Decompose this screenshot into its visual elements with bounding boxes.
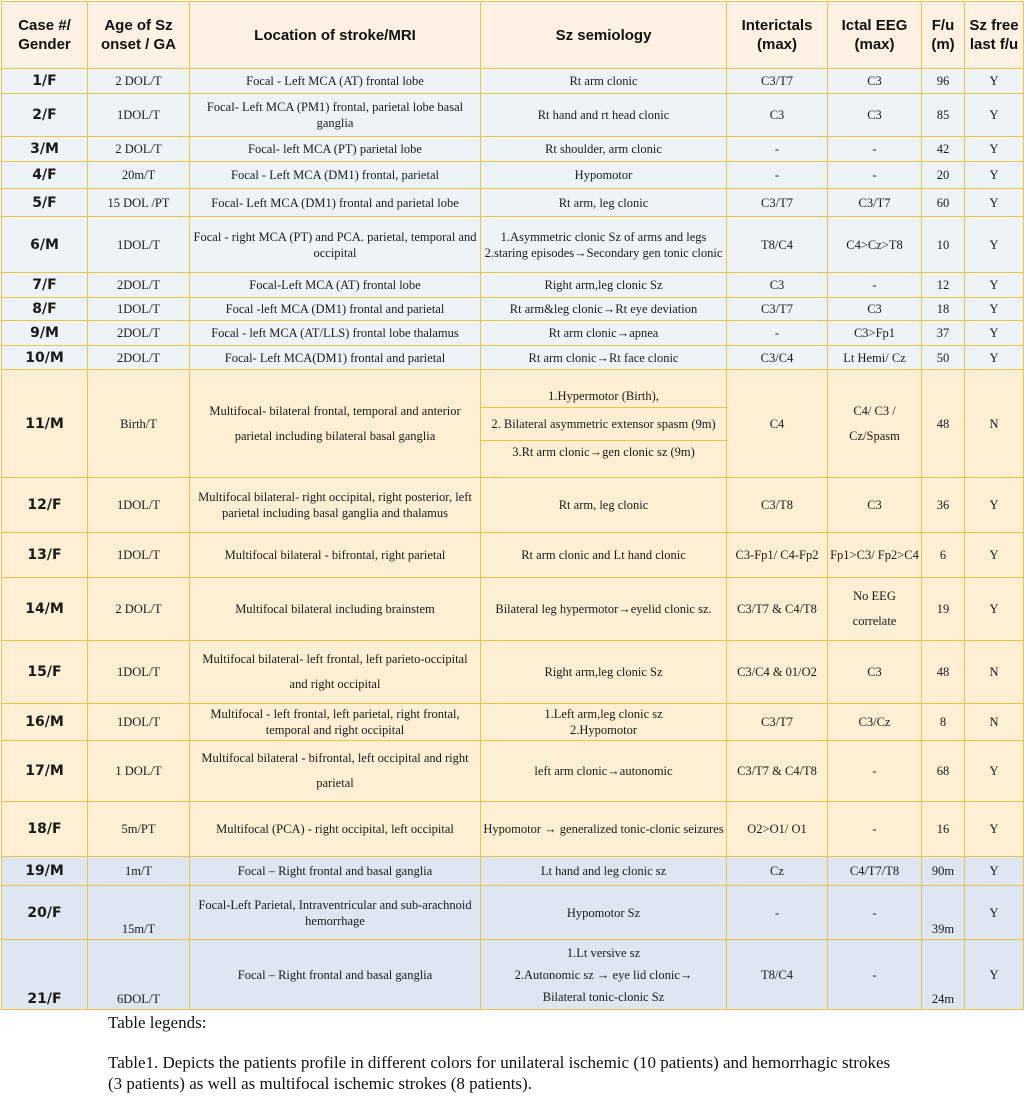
semiology-cell bbox=[481, 857, 727, 886]
semiology-line: 2. Bilateral asymmetric extensor spasm (9m) bbox=[481, 407, 727, 440]
age-onset-cell: 2 DOL/T bbox=[88, 578, 190, 641]
semiology-line: Rt hand and rt head clonic bbox=[537, 108, 670, 122]
interictals-cell: - bbox=[727, 137, 828, 162]
header-semiology: Sz semiology bbox=[481, 2, 727, 69]
followup-cell: 20 bbox=[922, 162, 965, 189]
header-age-onset: Age of Sz onset / GA bbox=[88, 2, 190, 69]
interictals-cell: T8/C4 bbox=[727, 217, 828, 273]
semiology-cell bbox=[481, 641, 727, 704]
ictal-eeg-cell: C3 bbox=[828, 94, 922, 137]
header-sz-free: Sz free last f/u bbox=[965, 2, 1024, 69]
table-row bbox=[2, 478, 1024, 533]
semiology-line: Bilateral tonic-clonic Sz bbox=[542, 989, 665, 1004]
table-row bbox=[2, 162, 1024, 189]
interictals-cell: C3/T7 & C4/T8 bbox=[727, 741, 828, 802]
semiology-line: 1.Left arm,leg clonic sz bbox=[544, 707, 663, 721]
interictals-cell: C3/C4 bbox=[727, 346, 828, 370]
sz-free-cell: Y bbox=[965, 533, 1024, 578]
semiology-line: Hypomotor bbox=[574, 168, 633, 182]
sz-free-cell: Y bbox=[965, 940, 1024, 1010]
age-onset-cell: 20m/T bbox=[88, 162, 190, 189]
semiology-cell bbox=[481, 273, 727, 298]
sz-free-cell: Y bbox=[965, 69, 1024, 94]
ictal-eeg-cell: C3 bbox=[828, 478, 922, 533]
location-cell: Focal-Left Parietal, Intraventricular and sub-arachnoid hemorrhage bbox=[190, 886, 481, 940]
case-cell: 1/F bbox=[2, 69, 88, 94]
location-cell: Multifocal - left frontal, left parietal, right frontal, temporal and right occipital bbox=[190, 704, 481, 741]
ictal-eeg-cell: C3 bbox=[828, 69, 922, 94]
location-cell: Focal – Right frontal and basal ganglia bbox=[190, 940, 481, 1010]
location-cell: Focal- Left MCA (DM1) frontal and parietal lobe bbox=[190, 189, 481, 217]
sz-free-cell: Y bbox=[965, 94, 1024, 137]
sz-free-cell: Y bbox=[965, 298, 1024, 321]
semiology-line: 1.Hypermotor (Birth), bbox=[548, 388, 659, 403]
case-cell: 19/M bbox=[2, 857, 88, 886]
case-cell: 12/F bbox=[2, 478, 88, 533]
sz-free-cell: Y bbox=[965, 321, 1024, 346]
semiology-line: Rt arm, leg clonic bbox=[558, 195, 649, 210]
semiology-cell bbox=[481, 321, 727, 346]
interictals-cell: C3-Fp1/ C4-Fp2 bbox=[727, 533, 828, 578]
interictals-cell: C3/T7 bbox=[727, 189, 828, 217]
age-onset-cell: 1m/T bbox=[88, 857, 190, 886]
interictals-cell: C3/T7 bbox=[727, 69, 828, 94]
followup-cell: 16 bbox=[922, 802, 965, 857]
location-cell: Focal- Left MCA (PM1) frontal, parietal lobe basal ganglia bbox=[190, 94, 481, 137]
followup-cell: 19 bbox=[922, 578, 965, 641]
ictal-eeg-cell: C4/ C3 / Cz/Spasm bbox=[828, 370, 922, 478]
sz-free-cell: N bbox=[965, 370, 1024, 478]
age-onset-cell: 2 DOL/T bbox=[88, 137, 190, 162]
location-cell: Focal - left MCA (AT/LLS) frontal lobe thalamus bbox=[190, 321, 481, 346]
location-cell: Focal-Left MCA (AT) frontal lobe bbox=[190, 273, 481, 298]
semiology-cell bbox=[481, 704, 727, 741]
semiology-line: Rt arm clonic→apnea bbox=[548, 326, 659, 340]
sz-free-cell: N bbox=[965, 704, 1024, 741]
sz-free-cell: Y bbox=[965, 137, 1024, 162]
age-onset-cell: 1 DOL/T bbox=[88, 741, 190, 802]
header-location: Location of stroke/MRI bbox=[190, 2, 481, 69]
followup-cell: 50 bbox=[922, 346, 965, 370]
ictal-eeg-cell: - bbox=[828, 273, 922, 298]
table-row bbox=[2, 321, 1024, 346]
semiology-line: Rt arm clonic→Rt face clonic bbox=[528, 350, 679, 365]
table-row bbox=[2, 578, 1024, 641]
followup-cell: 96 bbox=[922, 69, 965, 94]
semiology-cell bbox=[481, 189, 727, 217]
location-cell: Focal - Left MCA (DM1) frontal, parietal bbox=[190, 162, 481, 189]
followup-cell: 42 bbox=[922, 137, 965, 162]
table-row bbox=[2, 69, 1024, 94]
semiology-cell bbox=[481, 137, 727, 162]
interictals-cell: C3/T7 bbox=[727, 704, 828, 741]
semiology-line: Hypomotor Sz bbox=[566, 905, 641, 920]
case-cell: 4/F bbox=[2, 162, 88, 189]
table-row bbox=[2, 857, 1024, 886]
age-onset-cell: 1DOL/T bbox=[88, 217, 190, 273]
ictal-eeg-cell: - bbox=[828, 137, 922, 162]
table-row bbox=[2, 217, 1024, 273]
table-body bbox=[2, 69, 1024, 1010]
location-cell: Multifocal (PCA) - right occipital, left occipital bbox=[190, 802, 481, 857]
semiology-cell bbox=[481, 69, 727, 94]
interictals-cell: C3/T7 bbox=[727, 298, 828, 321]
sz-free-cell: Y bbox=[965, 886, 1024, 940]
table-row bbox=[2, 886, 1024, 940]
ictal-eeg-cell: C3/T7 bbox=[828, 189, 922, 217]
ictal-eeg-cell: - bbox=[828, 162, 922, 189]
case-cell: 8/F bbox=[2, 298, 88, 321]
interictals-cell: Cz bbox=[727, 857, 828, 886]
table-row bbox=[2, 137, 1024, 162]
semiology-line: Rt arm clonic bbox=[569, 74, 638, 88]
location-cell: Multifocal bilateral- right occipital, right posterior, left parietal including basal ganglia and thalamus bbox=[190, 478, 481, 533]
ictal-eeg-cell: C3>Fp1 bbox=[828, 321, 922, 346]
header-ictal-eeg: Ictal EEG (max) bbox=[828, 2, 922, 69]
table-row bbox=[2, 273, 1024, 298]
sz-free-cell: Y bbox=[965, 857, 1024, 886]
interictals-cell: - bbox=[727, 162, 828, 189]
sz-free-cell: Y bbox=[965, 478, 1024, 533]
followup-cell: 39m bbox=[922, 886, 965, 940]
sz-free-cell: Y bbox=[965, 802, 1024, 857]
age-onset-cell: 6DOL/T bbox=[88, 940, 190, 1010]
semiology-cell bbox=[481, 94, 727, 137]
semiology-cell bbox=[481, 298, 727, 321]
semiology-line: Lt hand and leg clonic sz bbox=[540, 864, 667, 878]
followup-cell: 10 bbox=[922, 217, 965, 273]
ictal-eeg-cell: - bbox=[828, 802, 922, 857]
age-onset-cell: Birth/T bbox=[88, 370, 190, 478]
header-case-gender: Case #/ Gender bbox=[2, 2, 88, 69]
interictals-cell: C3/T8 bbox=[727, 478, 828, 533]
location-cell: Multifocal- bilateral frontal, temporal and anterior parietal including bilateral basal ganglia bbox=[190, 370, 481, 478]
semiology-line: 1.Asymmetric clonic Sz of arms and legs bbox=[500, 229, 707, 244]
followup-cell: 6 bbox=[922, 533, 965, 578]
location-cell: Focal -left MCA (DM1) frontal and parietal bbox=[190, 298, 481, 321]
sz-free-cell: Y bbox=[965, 162, 1024, 189]
case-cell: 5/F bbox=[2, 189, 88, 217]
location-cell: Focal - right MCA (PT) and PCA. parietal, temporal and occipital bbox=[190, 217, 481, 273]
case-cell: 16/M bbox=[2, 704, 88, 741]
semiology-line: Rt shoulder, arm clonic bbox=[545, 142, 662, 156]
followup-cell: 24m bbox=[922, 940, 965, 1010]
table-row bbox=[2, 94, 1024, 137]
semiology-line: 3.Rt arm clonic→gen clonic sz (9m) bbox=[481, 440, 727, 463]
table-row bbox=[2, 189, 1024, 217]
semiology-line: Right arm,leg clonic Sz bbox=[544, 665, 663, 679]
interictals-cell: - bbox=[727, 321, 828, 346]
age-onset-cell: 2DOL/T bbox=[88, 321, 190, 346]
followup-cell: 18 bbox=[922, 298, 965, 321]
case-cell: 11/M bbox=[2, 370, 88, 478]
ictal-eeg-cell: - bbox=[828, 741, 922, 802]
semiology-line: 2.Autonomic sz → eye lid clonic→ bbox=[514, 967, 693, 982]
interictals-cell: C3/T7 & C4/T8 bbox=[727, 578, 828, 641]
case-cell: 17/M bbox=[2, 741, 88, 802]
case-cell: 18/F bbox=[2, 802, 88, 857]
case-cell: 21/F bbox=[2, 940, 88, 1010]
case-cell: 2/F bbox=[2, 94, 88, 137]
ictal-eeg-cell: - bbox=[828, 886, 922, 940]
header-followup: F/u (m) bbox=[922, 2, 965, 69]
followup-cell: 85 bbox=[922, 94, 965, 137]
semiology-cell bbox=[481, 802, 727, 857]
interictals-cell: O2>O1/ O1 bbox=[727, 802, 828, 857]
semiology-cell bbox=[481, 578, 727, 641]
followup-cell: 48 bbox=[922, 370, 965, 478]
semiology-cell bbox=[481, 478, 727, 533]
case-cell: 3/M bbox=[2, 137, 88, 162]
age-onset-cell: 2DOL/T bbox=[88, 273, 190, 298]
interictals-cell: - bbox=[727, 886, 828, 940]
table-row bbox=[2, 741, 1024, 802]
case-cell: 14/M bbox=[2, 578, 88, 641]
age-onset-cell: 1DOL/T bbox=[88, 298, 190, 321]
semiology-cell bbox=[481, 886, 727, 940]
age-onset-cell: 2DOL/T bbox=[88, 346, 190, 370]
semiology-line: left arm clonic→autonomic bbox=[534, 764, 673, 778]
ictal-eeg-cell: Fp1>C3/ Fp2>C4 bbox=[828, 533, 922, 578]
age-onset-cell: 2 DOL/T bbox=[88, 69, 190, 94]
header-interictals: Interictals (max) bbox=[727, 2, 828, 69]
case-cell: 9/M bbox=[2, 321, 88, 346]
semiology-line: Bilateral leg hypermotor→eyelid clonic sz. bbox=[495, 602, 712, 616]
semiology-line: Right arm,leg clonic Sz bbox=[544, 278, 663, 292]
location-cell: Focal - Left MCA (AT) frontal lobe bbox=[190, 69, 481, 94]
location-cell: Multifocal bilateral - bifrontal, right parietal bbox=[190, 533, 481, 578]
case-cell: 7/F bbox=[2, 273, 88, 298]
age-onset-cell: 1DOL/T bbox=[88, 704, 190, 741]
sz-free-cell: Y bbox=[965, 346, 1024, 370]
table-row bbox=[2, 346, 1024, 370]
followup-cell: 48 bbox=[922, 641, 965, 704]
semiology-line: Rt arm clonic and Lt hand clonic bbox=[521, 548, 686, 562]
semiology-line: Rt arm&leg clonic→Rt eye deviation bbox=[509, 302, 698, 316]
patient-profile-table bbox=[1, 1, 1024, 1010]
followup-cell: 60 bbox=[922, 189, 965, 217]
semiology-cell bbox=[481, 940, 727, 1010]
location-cell: Focal- left MCA (PT) parietal lobe bbox=[190, 137, 481, 162]
ictal-eeg-cell: Lt Hemi/ Cz bbox=[828, 346, 922, 370]
semiology-cell bbox=[481, 217, 727, 273]
age-onset-cell: 15m/T bbox=[88, 886, 190, 940]
age-onset-cell: 1DOL/T bbox=[88, 94, 190, 137]
header-row bbox=[2, 2, 1024, 69]
location-cell: Focal- Left MCA(DM1) frontal and parietal bbox=[190, 346, 481, 370]
semiology-cell bbox=[481, 162, 727, 189]
case-cell: 20/F bbox=[2, 886, 88, 940]
case-cell: 10/M bbox=[2, 346, 88, 370]
table-row bbox=[2, 704, 1024, 741]
ictal-eeg-cell: C3 bbox=[828, 298, 922, 321]
table-row bbox=[2, 298, 1024, 321]
interictals-cell: T8/C4 bbox=[727, 940, 828, 1010]
table-row bbox=[2, 370, 1024, 478]
table-row bbox=[2, 533, 1024, 578]
case-cell: 6/M bbox=[2, 217, 88, 273]
case-cell: 15/F bbox=[2, 641, 88, 704]
age-onset-cell: 5m/PT bbox=[88, 802, 190, 857]
interictals-cell: C3/C4 & 01/O2 bbox=[727, 641, 828, 704]
semiology-line: 1.Lt versive sz bbox=[566, 945, 641, 960]
followup-cell: 90m bbox=[922, 857, 965, 886]
location-cell: Focal – Right frontal and basal ganglia bbox=[190, 857, 481, 886]
sz-free-cell: Y bbox=[965, 578, 1024, 641]
semiology-cell bbox=[481, 533, 727, 578]
semiology-line: Hypomotor → generalized tonic-clonic seizures bbox=[483, 822, 724, 836]
followup-cell: 36 bbox=[922, 478, 965, 533]
legend-caption: Table1. Depicts the patients profile in different colors for unilateral ischemic (10 patients) and hemorrhagic strokes (3 patients) as well as multifocal ischemic strokes (8 patients). bbox=[108, 1053, 891, 1093]
ictal-eeg-cell: C3/Cz bbox=[828, 704, 922, 741]
ictal-eeg-cell: C4>Cz>T8 bbox=[828, 217, 922, 273]
semiology-cell bbox=[481, 370, 727, 478]
sz-free-cell: Y bbox=[965, 273, 1024, 298]
followup-cell: 68 bbox=[922, 741, 965, 802]
sz-free-cell: Y bbox=[965, 741, 1024, 802]
sz-free-cell: Y bbox=[965, 189, 1024, 217]
ictal-eeg-cell: C3 bbox=[828, 641, 922, 704]
interictals-cell: C4 bbox=[727, 370, 828, 478]
semiology-cell bbox=[481, 741, 727, 802]
sz-free-cell: Y bbox=[965, 217, 1024, 273]
case-cell: 13/F bbox=[2, 533, 88, 578]
table-row bbox=[2, 940, 1024, 1010]
semiology-line: Rt arm, leg clonic bbox=[558, 498, 649, 512]
ictal-eeg-cell: No EEG correlate bbox=[828, 578, 922, 641]
followup-cell: 8 bbox=[922, 704, 965, 741]
interictals-cell: C3 bbox=[727, 94, 828, 137]
semiology-line: 2.staring episodes→Secondary gen tonic clonic bbox=[484, 245, 723, 260]
age-onset-cell: 1DOL/T bbox=[88, 533, 190, 578]
legend-title: Table legends: bbox=[108, 1013, 207, 1032]
followup-cell: 37 bbox=[922, 321, 965, 346]
followup-cell: 12 bbox=[922, 273, 965, 298]
table-row bbox=[2, 641, 1024, 704]
sz-free-cell: N bbox=[965, 641, 1024, 704]
semiology-cell bbox=[481, 346, 727, 370]
interictals-cell: C3 bbox=[727, 273, 828, 298]
age-onset-cell: 1DOL/T bbox=[88, 478, 190, 533]
age-onset-cell: 15 DOL /PT bbox=[88, 189, 190, 217]
ictal-eeg-cell: C4/T7/T8 bbox=[828, 857, 922, 886]
location-cell: Multifocal bilateral- left frontal, left parieto-occipital and right occipital bbox=[190, 641, 481, 704]
location-cell: Multifocal bilateral - bifrontal, left occipital and right parietal bbox=[190, 741, 481, 802]
age-onset-cell: 1DOL/T bbox=[88, 641, 190, 704]
semiology-line: 2.Hypomotor bbox=[569, 723, 637, 737]
location-cell: Multifocal bilateral including brainstem bbox=[190, 578, 481, 641]
ictal-eeg-cell: - bbox=[828, 940, 922, 1010]
table-row bbox=[2, 802, 1024, 857]
